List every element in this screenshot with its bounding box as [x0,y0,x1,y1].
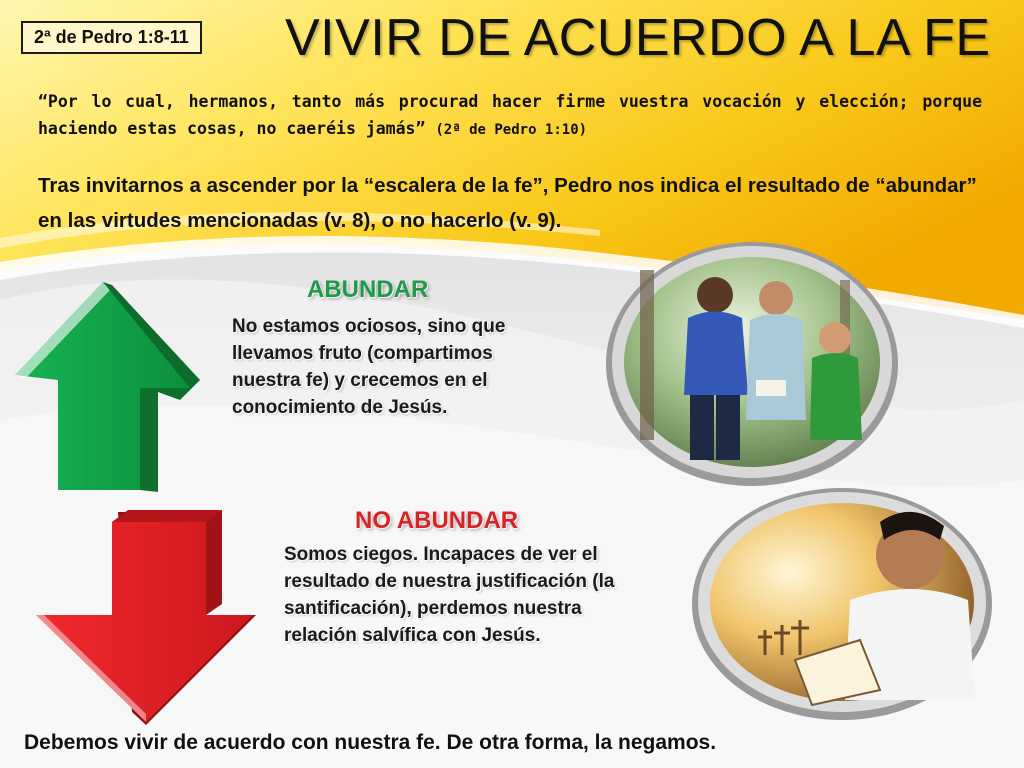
photo-man-reading-bible [692,488,992,720]
abundar-text: No estamos ociosos, sino que llevamos fruto (compartimos nuestra fe) y crecemos en el conocimiento de Jesús. [232,316,506,418]
bible-quote [38,88,982,144]
reference-badge: 2ª de Pedro 1:8-11 [21,21,202,54]
quote-text: “Por lo cual, hermanos, tanto más procurad hacer firme vuestra vocación y elección; porque haciendo estas cosas, no caeréis jamás” [38,92,982,138]
conclusion-text: Debemos vivir de acuerdo con nuestra fe. De otra forma, la negamos. [24,731,717,754]
no-abundar-heading: NO ABUNDAR [355,507,519,534]
intro-paragraph: Tras invitarnos a ascender por la “escalera de la fe”, Pedro nos indica el resultado de “abundar” en las virtudes mencionadas (v. 8), o no hacerlo (v. 9). [38,174,977,232]
quote-citation: (2ª de Pedro 1:10) [435,122,588,138]
abundar-heading: ABUNDAR [307,276,429,303]
photo-men-talking [606,242,898,486]
no-abundar-text: Somos ciegos. Incapaces de ver el resultado de nuestra justificación (la santificación), perdemos nuestra relación salvífica con Jesús. [284,544,615,646]
slide-title: VIVIR DE ACUERDO A LA FE [285,9,991,67]
